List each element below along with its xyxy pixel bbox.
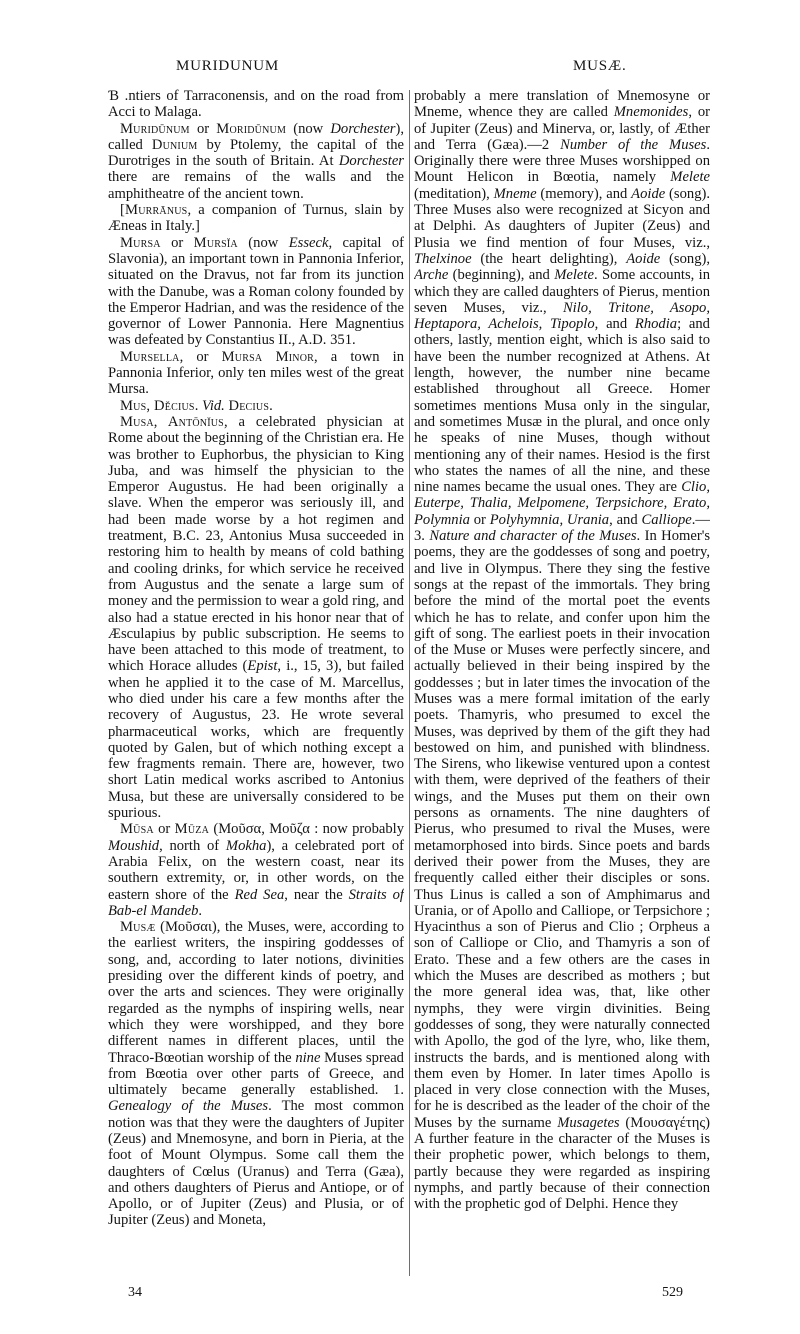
- dictionary-entry: [108, 414, 404, 821]
- right-column: [414, 88, 710, 1278]
- italic-text: Melete: [554, 267, 594, 284]
- dictionary-entry: [108, 349, 404, 398]
- italic-text: Polyhymnia, Urania: [489, 511, 610, 528]
- entry-headword: Mūsa: [120, 821, 154, 838]
- body-text: .: [198, 902, 203, 919]
- body-text: , i., 15, 3), but failed when he applied it to the case of M. Marcellus, who died under his care a few months after the recovery of Augustus, 23. He wrote several pharmaceutical works, which are frequently quoted by Galen, but of which nothing except a few fragments remain. There are, however, two short Latin medical works ascribed to Antonius Musa, but these are universally considered to be spurious.: [108, 658, 404, 822]
- italic-text: Arche: [414, 267, 449, 284]
- entry-headword: Dunium: [151, 136, 198, 153]
- body-text: ), a celebrated port of Arabia Felix, on the western coast, near its southern extremity, or, in other words, on the eastern shore of the: [108, 837, 404, 903]
- entry-headword: Mus, Dĕcius: [120, 397, 195, 414]
- body-text: . In Homer's poems, they are the goddesses of song and poetry, and live in Olympus. There they sing the festive songs at the repast of the immortals. They bring before the mind of the mortal poet the events which he has to relate, and confer upon him the gift of song. The earliest poets in their invocation of the Muse or Muses were perfectly sincere, and actually believed in their being inspired by the goddesses ; but in later times the invocation of the Muses was a mere formal imitation of the early poets. Thamyris, who presumed to excel the Muses, was deprived by them of the gift they had bestowed on him, and punished with blindness. The Sirens, who likewise ventured upon a contest with them, were deprived of the feathers of their wings, and the Muses put them on their own persons as ornaments. The nine daughters of Pierus, who presumed to rival the Muses, were metamorphosed into birds. Since poets and bards derived their power from the Muses, they are frequently called either their disciples or sons. Thus Linus is called a son of Amphimarus and Urania, or of Apollo and Calliope, or Terpsichore ; Hyacinthus a son of Pierus and Clio ; Orpheus a son of Calliope or Clio, and Thamyris a son of Erato. These and a few others are the cases in which the Muses are described as mothers ; but the more general idea was, that, like other nymphs, they were virgin divinities. Being goddesses of song, they were naturally connected with Apollo, the god of the lyre, who, like them, instructs the bards, and is mentioned along with them even by Homer. In later times Apollo is placed in very close connection with the Muses, for he is described as the leader of the choir of the Muses by the surname: [414, 528, 710, 1131]
- italic-text: Clio, Euterpe, Thalia, Melpomene, Terpsichore, Erato, Polymnia: [414, 479, 710, 528]
- italic-text: Aoide: [631, 185, 666, 202]
- italic-text: Melete: [670, 169, 710, 186]
- body-text: (memory), and: [536, 185, 632, 202]
- entry-headword: Musæ: [120, 919, 156, 936]
- body-text: , a companion of Turnus, slain by Æneas in Italy.]: [108, 202, 404, 235]
- body-text: (the heart delighting),: [471, 250, 627, 267]
- italic-text: Esseck: [288, 234, 329, 251]
- italic-text: Mneme: [493, 185, 537, 202]
- body-text: (now: [286, 120, 331, 137]
- running-head-right: MUSÆ.: [573, 58, 627, 74]
- body-text: or: [469, 511, 490, 528]
- body-text: (Μοῦσαι), the Muses, were, according to the earliest writers, the inspiring goddesses of song, and, according to later notions, divinities presiding over the different kinds of poetry, and over the arts and sciences. They were originally regarded as the nymphs of inspiring wells, near which they were worshipped, and they bore different names in different places, until the Thraco-Bœotian worship of the: [108, 919, 404, 1066]
- entry-headword: [Murrānus: [120, 202, 188, 219]
- body-text: (song). Three Muses also were recognized at Sicyon and at Delphi. As daughters of Jupiter (Zeus) and Plusia we find mention of four Muses, viz.,: [414, 185, 710, 251]
- italic-text: Mnemonides: [613, 104, 689, 121]
- body-text: , and: [594, 316, 635, 333]
- body-text: (meditation),: [414, 185, 494, 202]
- entry-headword: Decius: [228, 397, 270, 414]
- italic-text: Genealogy of the Muses: [108, 1098, 269, 1115]
- body-text: probably a mere translation of Mnemosyne or Mneme, whence they are called: [414, 88, 710, 121]
- italic-text: Aoide: [626, 250, 661, 267]
- italic-text: Thelxinoe: [414, 250, 472, 267]
- entry-headword: Muridūnum: [120, 120, 190, 137]
- page-number-left: 34: [128, 1285, 142, 1300]
- left-column: [108, 88, 404, 1278]
- body-text: .—3.: [414, 511, 710, 545]
- body-text: ; and others, lastly, mention eight, which is also said to have been the number recognized at Athens. At length, however, the number nine became established throughout all Greece. Homer sometimes mentions Musa only in the singular, and sometimes Musæ in the plural, and once only he speaks of nine Muses, though without mentioning any of their names. Hesiod is the first who states the names of all the nine, and these nine names became the usual ones. They are: [414, 316, 710, 496]
- body-text: . Some accounts, in which they are called daughters of Pierus, mention seven Muses, viz.,: [414, 267, 710, 316]
- body-text: , north of: [159, 837, 226, 854]
- body-text: .: [194, 397, 202, 414]
- dictionary-entry: [108, 919, 404, 1229]
- italic-text: Straits of Bab-el Mandeb: [108, 886, 404, 919]
- italic-text: Dorchester: [330, 120, 396, 137]
- italic-text: Number of the Muses: [560, 136, 707, 153]
- body-text: , near the: [284, 886, 349, 903]
- italic-text: Red Sea: [234, 886, 285, 903]
- body-text: or: [189, 120, 217, 137]
- body-text: or: [160, 234, 194, 251]
- body-text: , capital of Slavonia), an important town in Pannonia Inferior, situated on the Dravus, not far from its junction with the Danube, was a Roman colony founded by the Emperor Hadrian, and was the residence of the governor of Lower Pannonia. Here Magnentius was defeated by Constantius II., A.D. 351.: [108, 234, 404, 349]
- dictionary-entry: [108, 235, 404, 349]
- entry-headword: Moridūnum: [216, 120, 287, 137]
- italic-text: Epist: [247, 658, 278, 675]
- italic-text: Calliope: [641, 511, 692, 528]
- body-text: , or: [179, 348, 222, 365]
- entry-headword: Mūza: [174, 821, 209, 838]
- italic-text: Dorchester: [338, 153, 404, 170]
- body-text: (Μουσαγέτης) A further feature in the character of the Muses is their prophetic power, which belongs to them, partly because they were regarded as inspiring nymphs, and partly because of their connection with the prophetic god of Delphi. Hence they: [414, 1114, 710, 1213]
- italic-text: Rhodia: [634, 316, 678, 333]
- dictionary-entry: [108, 202, 404, 235]
- body-text: or: [153, 821, 175, 838]
- body-text: , or of Jupiter (Zeus) and Minerva, or, lastly, of Æther and Terra (Gæa).—2: [414, 104, 710, 153]
- body-text: , a celebrated physician at Rome about the beginning of the Christian era. He was brother to Euphorbus, the physician to King Juba, and was himself the physician to the Emperor Augustus. He had been originally a slave. When the emperor was seriously ill, and had been made worse by a hot regimen and treatment, B.C. 23, Antonius Musa succeeded in restoring him to health by means of cold bathing and cooling drinks, for which service he received from Augustus and the senate a large sum of money and the permission to wear a gold ring, and also had a statue erected in his honor near that of Æsculapius by public subscription. He seems to have been attached to this mode of treatment, to which Horace alludes (: [108, 413, 404, 675]
- italic-text: Mokha: [225, 837, 267, 854]
- dictionary-entry: [108, 398, 404, 414]
- italic-text: nine: [295, 1049, 321, 1066]
- italic-text: Musagetes: [557, 1114, 620, 1131]
- entry-headword: Mursa Minor: [221, 348, 314, 365]
- italic-text: Nature and character of the Muses: [429, 528, 637, 545]
- entry-headword: Mursĭa: [193, 234, 238, 251]
- italic-text: Nilo, Tritone, Asopo, Heptapora, Achelois, Tipoplo: [414, 299, 710, 333]
- body-text: there are remains of the walls and the amphitheatre of the ancient town.: [108, 169, 404, 202]
- body-text: . Originally there were three Muses worshipped on Mount Helicon in Bœotia, namely: [414, 136, 710, 186]
- body-text: by Ptolemy, the capital of the Durotriges in the south of Britain. At: [108, 136, 404, 170]
- dictionary-entry: [108, 821, 404, 919]
- italic-text: Vid.: [201, 397, 225, 414]
- dictionary-entry: [108, 121, 404, 202]
- body-text: .: [269, 397, 273, 414]
- page-number-right: 529: [662, 1285, 683, 1300]
- entry-headword: Musa, Antōnĭus: [120, 413, 224, 430]
- body-text: . The most common notion was that they were the daughters of Jupiter (Zeus) and Mnemosyne, and born in Pieria, at the foot of Mount Olympus. Some call them the daughters of Cœlus (Uranus) and Terra (Gæa), and others daughters of Pierus and Antiope, or of Apollo, or of Jupiter (Zeus) and Plusia, or of Jupiter (Zeus) and Moneta,: [108, 1098, 404, 1229]
- body-text: (Μοῦσα, Μοῦζα : now probably: [208, 821, 404, 838]
- body-text: Muses spread from Bœotia over other parts of Greece, and ultimately became generally established. 1.: [108, 1049, 404, 1099]
- continued-paragraph: [414, 88, 710, 1212]
- entry-headword: Mursella: [120, 348, 180, 365]
- body-text: (beginning), and: [448, 267, 555, 284]
- continued-paragraph: [108, 88, 404, 121]
- body-text: , and: [609, 511, 642, 528]
- body-text: ), called: [108, 120, 404, 153]
- body-text: (song),: [660, 250, 710, 267]
- body-text: Ɓ .ntiers of Tarraconensis, and on the road from Acci to Malaga.: [108, 88, 404, 121]
- column-divider: [409, 90, 410, 1276]
- italic-text: Moushid: [108, 837, 160, 854]
- body-text: (now: [237, 234, 289, 251]
- entry-headword: Mursa: [120, 234, 161, 251]
- body-text: , a town in Pannonia Inferior, only ten miles west of the great Mursa.: [108, 348, 404, 398]
- running-head-left: MURIDUNUM: [176, 58, 280, 74]
